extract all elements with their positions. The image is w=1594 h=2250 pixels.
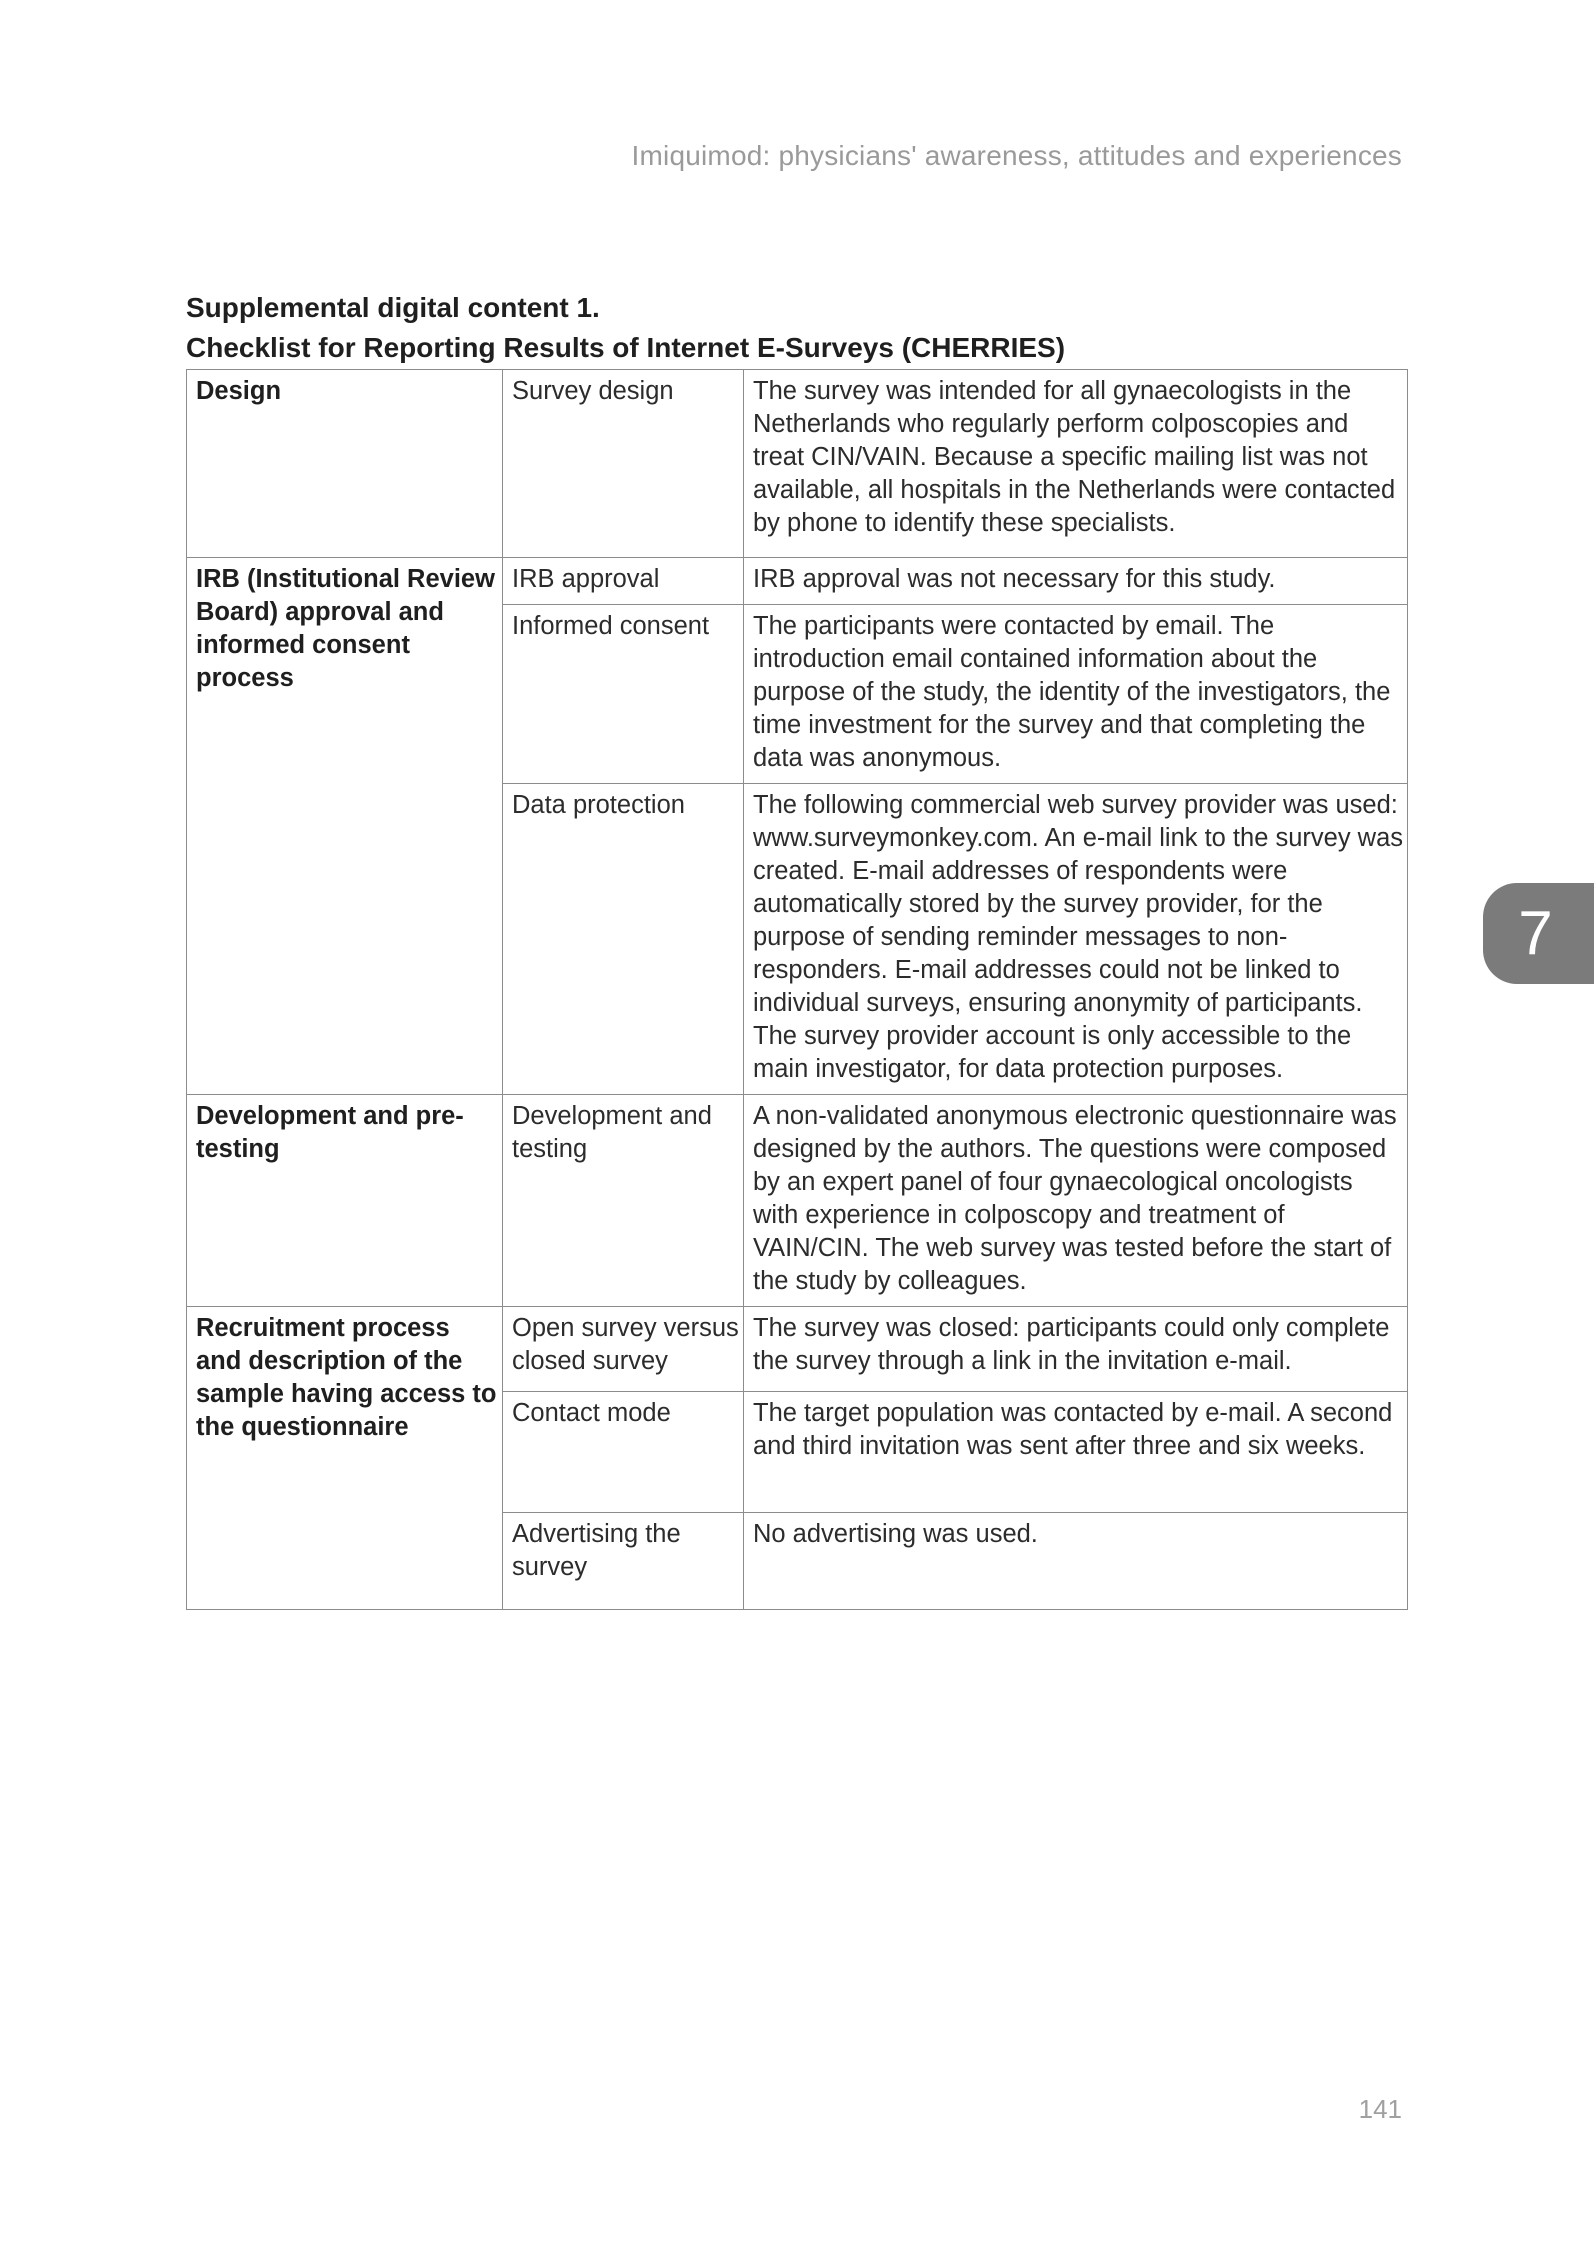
page-number: 141 [1358,2094,1402,2124]
chapter-tab: 7 [1483,883,1594,984]
item-cell: Contact mode [503,1392,744,1513]
table-row [187,1095,1408,1307]
table-caption [186,288,1065,368]
description-cell: The survey was intended for all gynaecologists in the Netherlands who regularly perform colposcopies and treat CIN/VAIN. Because a specific mailing list was not available, all hospitals in the Netherlands were contacted by phone to identify these specialists. [744,370,1408,558]
table-row [187,370,1408,558]
topic-cell-development: Development and pre-testing [187,1095,503,1307]
item-cell: Development and testing [503,1095,744,1307]
item-cell: IRB approval [503,558,744,605]
item-cell: Survey design [503,370,744,558]
caption-line-1: Supplemental digital content 1. [186,292,600,323]
description-cell: The survey was closed: participants could only complete the survey through a link in the invitation e-mail. [744,1307,1408,1392]
cherries-checklist-table [186,369,1408,1610]
description-cell: The following commercial web survey provider was used: www.surveymonkey.com. An e-mail link to the survey was created. E-mail addresses of respondents were automatically stored by the survey provider, for the purpose of sending reminder messages to non-responders. E-mail addresses could not be linked to individual surveys, ensuring anonymity of participants. The survey provider account is only accessible to the main investigator, for data protection purposes. [744,784,1408,1095]
table-row [187,558,1408,605]
item-cell: Open survey versus closed survey [503,1307,744,1392]
description-cell: A non-validated anonymous electronic questionnaire was designed by the authors. The questions were composed by an expert panel of four gynaecological oncologists with experience in colposcopy and treatment of VAIN/CIN. The web survey was tested before the start of the study by colleagues. [744,1095,1408,1307]
item-cell: Informed consent [503,605,744,784]
description-cell: The target population was contacted by e-mail. A second and third invitation was sent after three and six weeks. [744,1392,1408,1513]
topic-cell-design: Design [187,370,503,558]
description-cell: IRB approval was not necessary for this study. [744,558,1408,605]
description-cell: No advertising was used. [744,1513,1408,1610]
topic-cell-recruitment: Recruitment process and description of the sample having access to the questionnaire [187,1307,503,1610]
item-cell: Advertising the survey [503,1513,744,1610]
caption-line-2: Checklist for Reporting Results of Internet E-Surveys (CHERRIES) [186,332,1066,363]
running-header: Imiquimod: physicians' awareness, attitudes and experiences [631,140,1402,171]
table-row [187,1307,1408,1392]
description-cell: The participants were contacted by email. The introduction email contained information about the purpose of the study, the identity of the investigators, the time investment for the survey and that completing the data was anonymous. [744,605,1408,784]
item-cell: Data protection [503,784,744,1095]
topic-cell-irb: IRB (Institutional Review Board) approval and informed consent process [187,558,503,1095]
